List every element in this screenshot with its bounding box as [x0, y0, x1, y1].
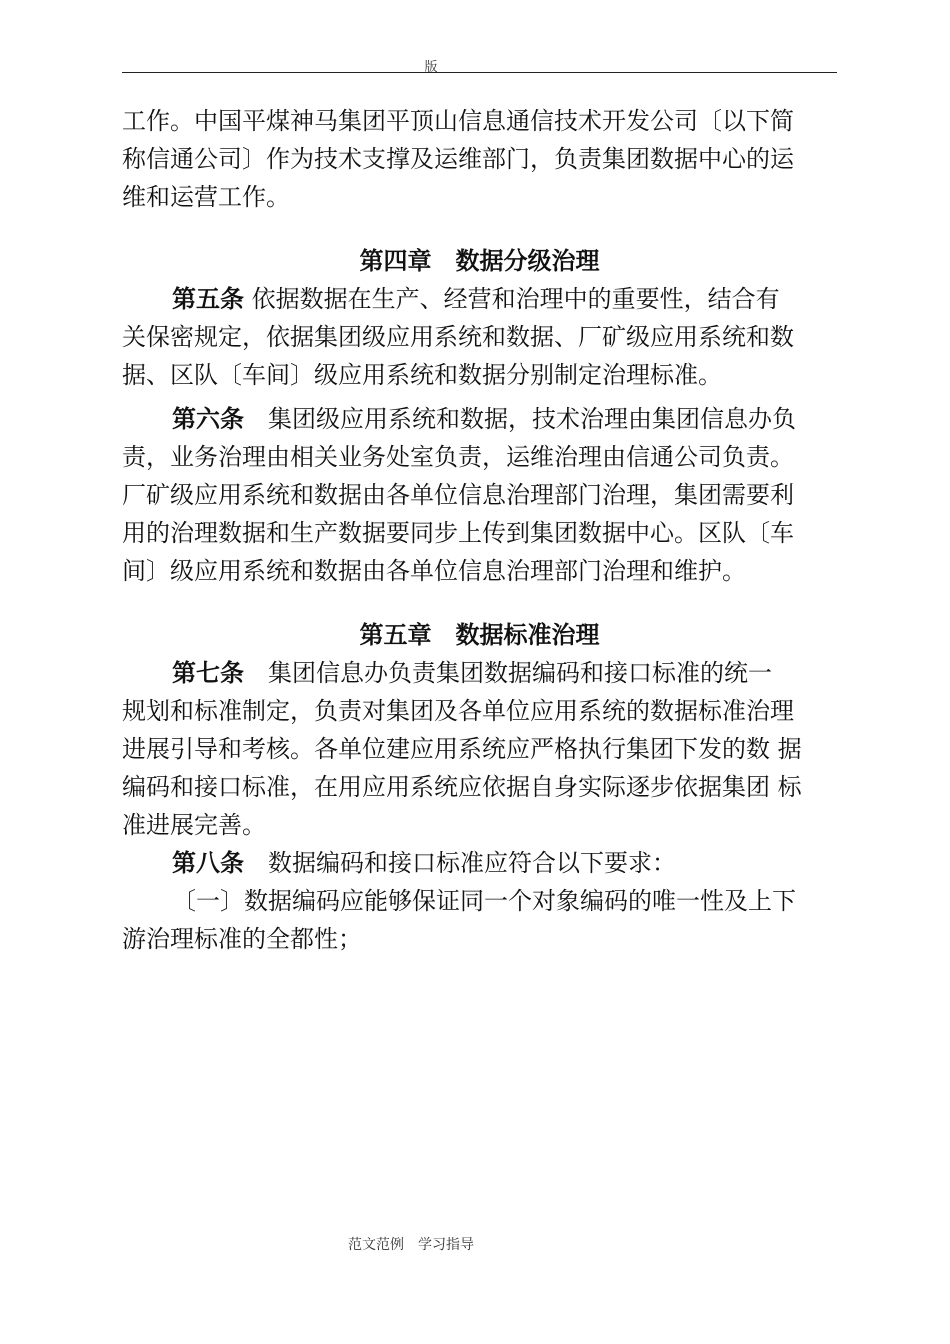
chapter-5-heading: 第五章 数据标准治理 [359, 621, 600, 649]
article-8-item-1 [122, 882, 837, 958]
article-5-text: 依据数据在生产、经营和治理中的重要性，结合有 [244, 285, 780, 313]
document-body [122, 102, 837, 958]
article-5-line: 关保密规定，依据集团级应用系统和数据、厂矿级应用系统和数 [122, 323, 794, 351]
article-7-line: 编码和接口标准，在用应用系统应依据自身实际逐步依据集团 标 [122, 773, 802, 801]
article-7-line: 准进展完善。 [122, 811, 266, 839]
intro-line: 维和运营工作。 [122, 183, 290, 211]
article-6-label: 第六条 [172, 405, 244, 433]
article-8-text: 数据编码和接口标准应符合以下要求： [244, 849, 676, 877]
article-5-label: 第五条 [172, 285, 244, 313]
article-6-line: 用的治理数据和生产数据要同步上传到集团数据中心。区队〔车 [122, 519, 794, 547]
article-8-label: 第八条 [172, 849, 244, 877]
page-header: 版 [424, 60, 438, 75]
item-1-line: 〔一〕数据编码应能够保证同一个对象编码的唯一性及上下 [172, 887, 796, 915]
intro-line: 称信通公司〕作为技术支撑及运维部门，负责集团数据中心的运 [122, 145, 794, 173]
intro-paragraph [122, 102, 837, 216]
article-6-text: 集团级应用系统和数据，技术治理由集团信息办负 [244, 405, 796, 433]
article-7 [122, 654, 837, 844]
item-1-line: 游治理标准的全都性； [122, 925, 362, 953]
article-8 [122, 844, 837, 882]
chapter-4-heading: 第四章 数据分级治理 [359, 247, 600, 275]
article-6-line: 责，业务治理由相关业务处室负责，运维治理由信通公司负责。 [122, 443, 794, 471]
article-6-line: 厂矿级应用系统和数据由各单位信息治理部门治理，集团需要利 [122, 481, 794, 509]
page-footer: 范文范例 学习指导 [348, 1237, 474, 1253]
article-7-text: 集团信息办负责集团数据编码和接口标准的统一 [244, 659, 772, 687]
article-7-line: 规划和标准制定，负责对集团及各单位应用系统的数据标准治理 [122, 697, 794, 725]
header-divider [122, 72, 837, 73]
article-6 [122, 400, 837, 590]
article-5-line: 据、区队〔车间〕级应用系统和数据分别制定治理标准。 [122, 361, 722, 389]
article-7-label: 第七条 [172, 659, 244, 687]
article-5 [122, 280, 837, 394]
article-6-line: 间〕级应用系统和数据由各单位信息治理部门治理和维护。 [122, 557, 746, 585]
article-7-line: 进展引导和考核。各单位建应用系统应严格执行集团下发的数 据 [122, 735, 802, 763]
intro-line: 工作。中国平煤神马集团平顶山信息通信技术开发公司〔以下简 [122, 107, 794, 135]
